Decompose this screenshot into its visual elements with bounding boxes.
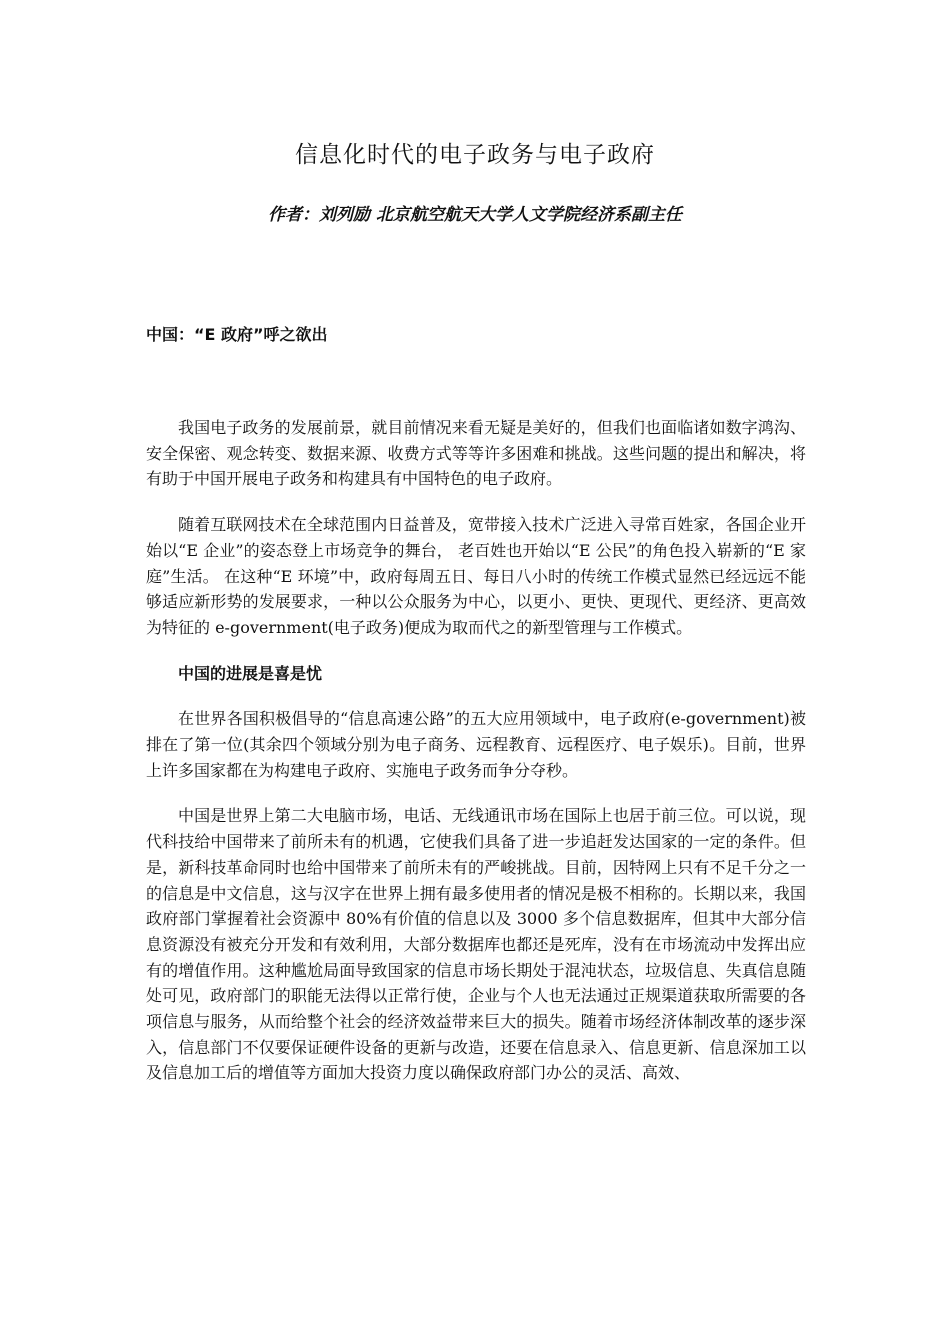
paragraph-4: 中国是世界上第二大电脑市场，电话、无线通讯市场在国际上也居于前三位。可以说，现代科技给中国带来了前所未有的机遇，它使我们具备了进一步追赶发达国家的一定的条件。但是，新科技革命同时也给中国带来了前所未有的严峻挑战。目前，因特网上只有不足千分之一的信息是中文信息，这与汉字在世界上拥有最多使用者的情况是极不相称的。长期以来，我国政府部门掌握着社会资源中 80%有价值的信息以及 3000 多个信息数据库，但其中大部分信息资源没有被充分开发和有效利用，大部分数据库也都还是死库，没有在市场流动中发挥出应有的增值作用。这种尴尬局面导致国家的信息市场长期处于混沌状态，垃圾信息、失真信息随处可见，政府部门的职能无法得以正常行使，企业与个人也无法通过正规渠道获取所需要的各项信息与服务，从而给整个社会的经济效益带来巨大的损失。随着市场经济体制改革的逐步深入，信息部门不仅要保证硬件设备的更新与改造，还要在信息录入、信息更新、信息深加工以及信息加工后的增值等方面加大投资力度以确保政府部门办公的灵活、高效、: [146, 806, 806, 1083]
document-body: [146, 415, 806, 1106]
paragraph-1: 我国电子政务的发展前景，就目前情况来看无疑是美好的，但我们也面临诸如数字鸿沟、安全保密、观念转变、数据来源、收费方式等等许多困难和挑战。这些问题的提出和解决，将有助于中国开展电子政务和构建具有中国特色的电子政府。: [146, 418, 806, 489]
document-title: 信息化时代的电子政务与电子政府: [295, 142, 655, 168]
subheading: 中国的进展是喜是忧: [178, 663, 323, 683]
document-author: 作者：刘列励 北京航空航天大学人文学院经济系副主任: [268, 205, 682, 225]
section-heading: 中国：“E 政府”呼之欲出: [146, 325, 328, 344]
paragraph-2: 随着互联网技术在全球范围内日益普及，宽带接入技术广泛进入寻常百姓家，各国企业开始以“E 企业”的姿态登上市场竞争的舞台， 老百姓也开始以“E 公民”的角色投入崭新的“E 家庭”生活。 在这种“E 环境”中，政府每周五日、每日八小时的传统工作模式显然已经远远不能够适应新形势的发展要求，一种以公众服务为中心，以更小、更快、更现代、更经济、更高效为特征的 e-government(电子政务)便成为取而代之的新型管理与工作模式。: [146, 515, 806, 637]
paragraph-3: 在世界各国积极倡导的“信息高速公路”的五大应用领域中，电子政府(e-government)被排在了第一位(其余四个领域分别为电子商务、远程教育、远程医疗、电子娱乐)。目前，世界上许多国家都在为构建电子政府、实施电子政务而争分夺秒。: [146, 709, 806, 780]
